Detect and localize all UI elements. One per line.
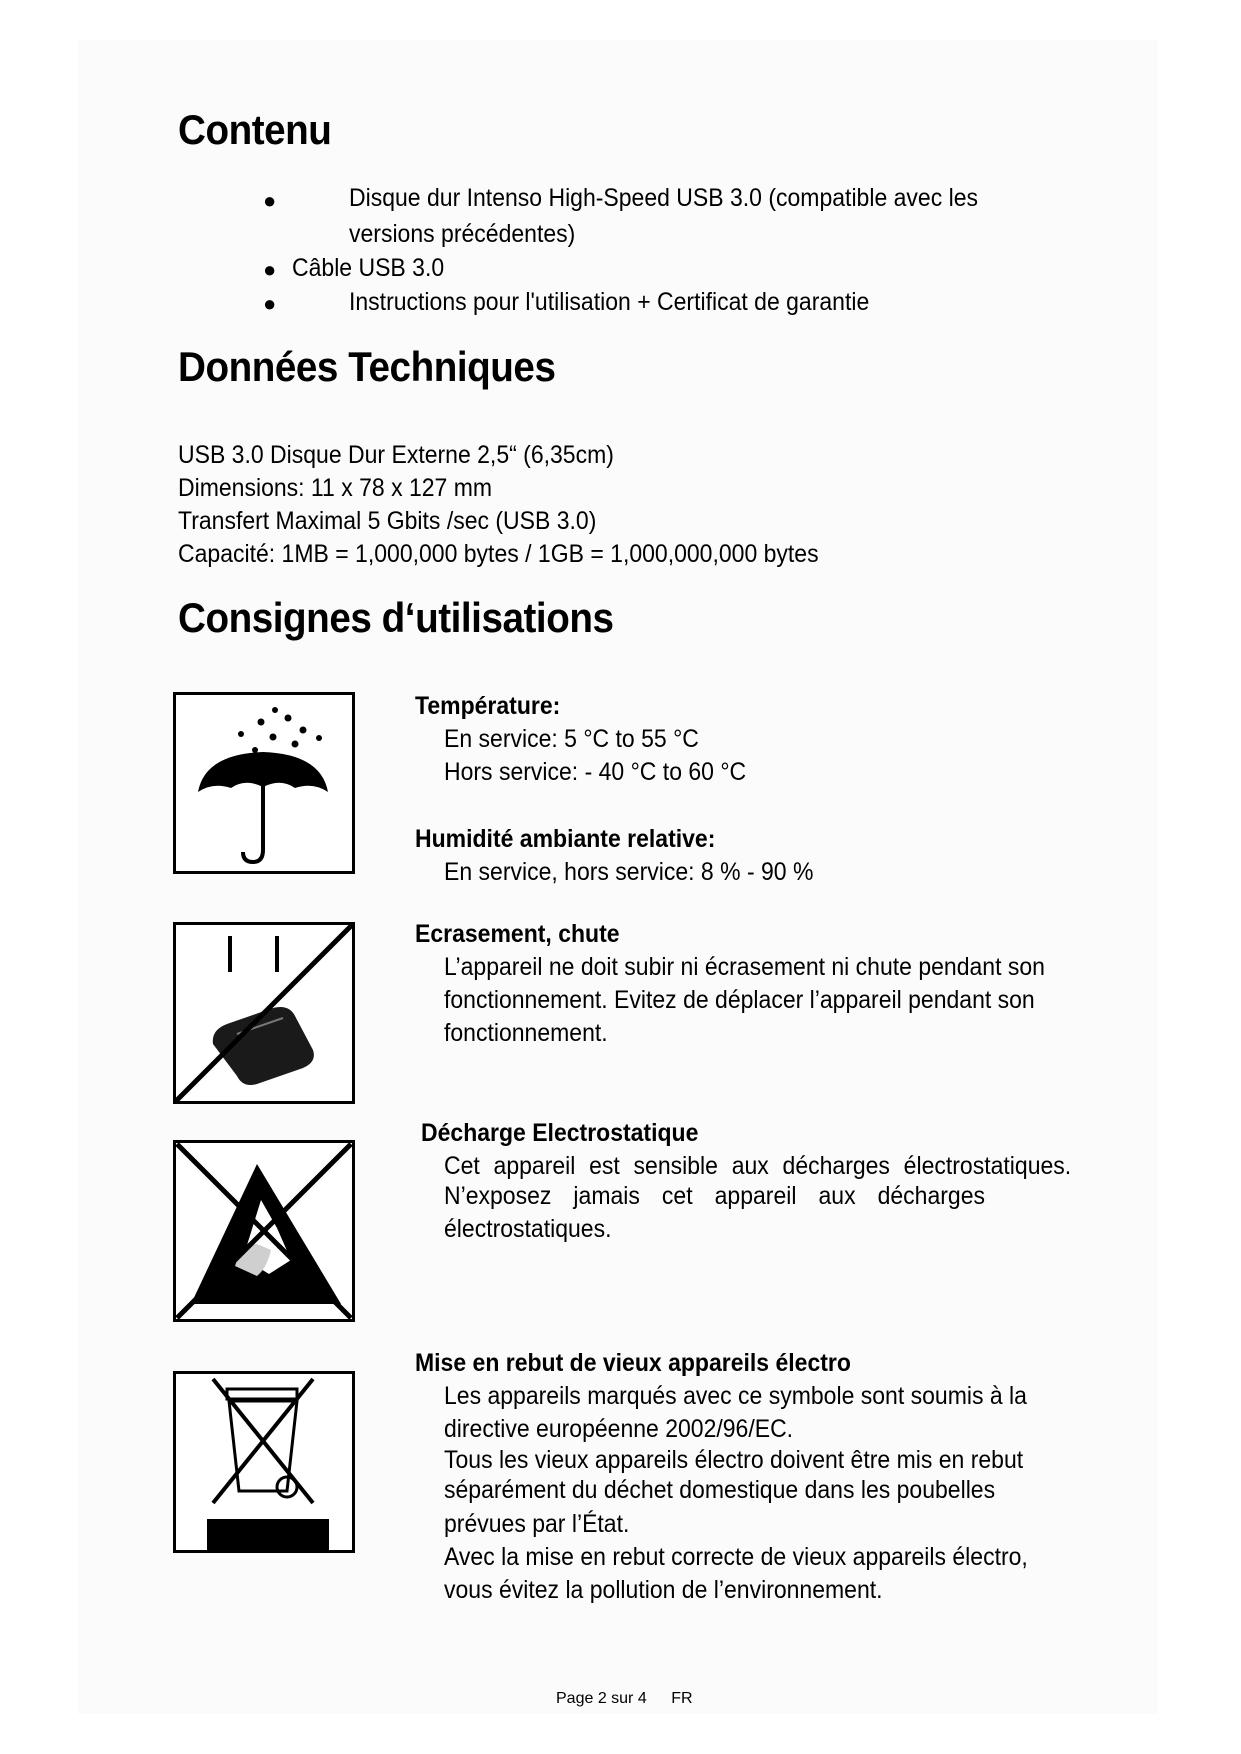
rebut-line-4: séparément du déchet domestique dans les poubelles <box>444 1476 996 1504</box>
temperature-line-1: En service: 5 °C to 55 °C <box>444 725 699 753</box>
tech-line-4: Capacité: 1MB = 1,000,000 bytes / 1GB = 1,000,000,000 bytes <box>178 540 819 568</box>
rebut-heading: Mise en rebut de vieux appareils électro <box>415 1349 851 1377</box>
page-number: Page 2 sur 4 <box>556 1690 647 1707</box>
rebut-line-7: vous évitez la pollution de l’environnement. <box>444 1576 883 1604</box>
temperature-line-2: Hors service: - 40 °C to 60 °C <box>444 758 747 786</box>
section-title-consignes: Consignes d‘utilisations <box>178 594 614 641</box>
ecrasement-heading: Ecrasement, chute <box>415 920 620 948</box>
section-title-contenu: Contenu <box>178 106 332 153</box>
bullet: ● <box>263 188 277 213</box>
ecrasement-line-3: fonctionnement. <box>444 1019 608 1047</box>
humidite-heading: Humidité ambiante relative: <box>415 825 716 853</box>
temperature-heading: Température: <box>415 692 561 720</box>
decharge-line-3: électrostatiques. <box>444 1215 612 1243</box>
rebut-line-1: Les appareils marqués avec ce symbole sont soumis à la <box>444 1382 1027 1410</box>
tech-line-3: Transfert Maximal 5 Gbits /sec (USB 3.0) <box>178 507 597 535</box>
tech-line-2: Dimensions: 11 x 78 x 127 mm <box>178 474 493 502</box>
decharge-line-1: Cet appareil est sensible aux décharges électrostatiques. <box>444 1152 1072 1180</box>
humidite-line-1: En service, hors service: 8 % - 90 % <box>444 858 814 886</box>
language-code: FR <box>671 1690 693 1707</box>
page-footer <box>556 1690 713 1708</box>
rebut-line-3: Tous les vieux appareils électro doivent être mis en rebut <box>444 1446 1024 1474</box>
no-drop-icon <box>173 922 355 1104</box>
rebut-line-6: Avec la mise en rebut correcte de vieux appareils électro, <box>444 1543 1028 1571</box>
esd-warning-icon <box>173 1140 355 1322</box>
bullet: ● <box>263 257 277 282</box>
tech-line-1: USB 3.0 Disque Dur Externe 2,5“ (6,35cm) <box>178 441 614 469</box>
ecrasement-line-2: fonctionnement. Evitez de déplacer l’appareil pendant son <box>444 986 1035 1014</box>
decharge-line-2: N’exposez jamais cet appareil aux décharges <box>444 1182 986 1210</box>
contenu-item-1-cont: versions précédentes) <box>349 220 576 248</box>
bullet: ● <box>263 291 277 316</box>
decharge-heading: Décharge Electrostatique <box>421 1119 699 1147</box>
contenu-item-2: Câble USB 3.0 <box>292 254 445 282</box>
ecrasement-line-1: L’appareil ne doit subir ni écrasement ni chute pendant son <box>444 953 1045 981</box>
weee-crossed-bin-icon <box>173 1371 355 1553</box>
contenu-item-3: Instructions pour l'utilisation + Certificat de garantie <box>349 288 870 316</box>
rebut-line-5: prévues par l’État. <box>444 1510 630 1538</box>
umbrella-rain-icon <box>173 692 355 874</box>
contenu-item-1: Disque dur Intenso High-Speed USB 3.0 (compatible avec les <box>349 184 979 212</box>
section-title-donnees: Données Techniques <box>178 343 556 390</box>
rebut-line-2: directive européenne 2002/96/EC. <box>444 1415 794 1443</box>
